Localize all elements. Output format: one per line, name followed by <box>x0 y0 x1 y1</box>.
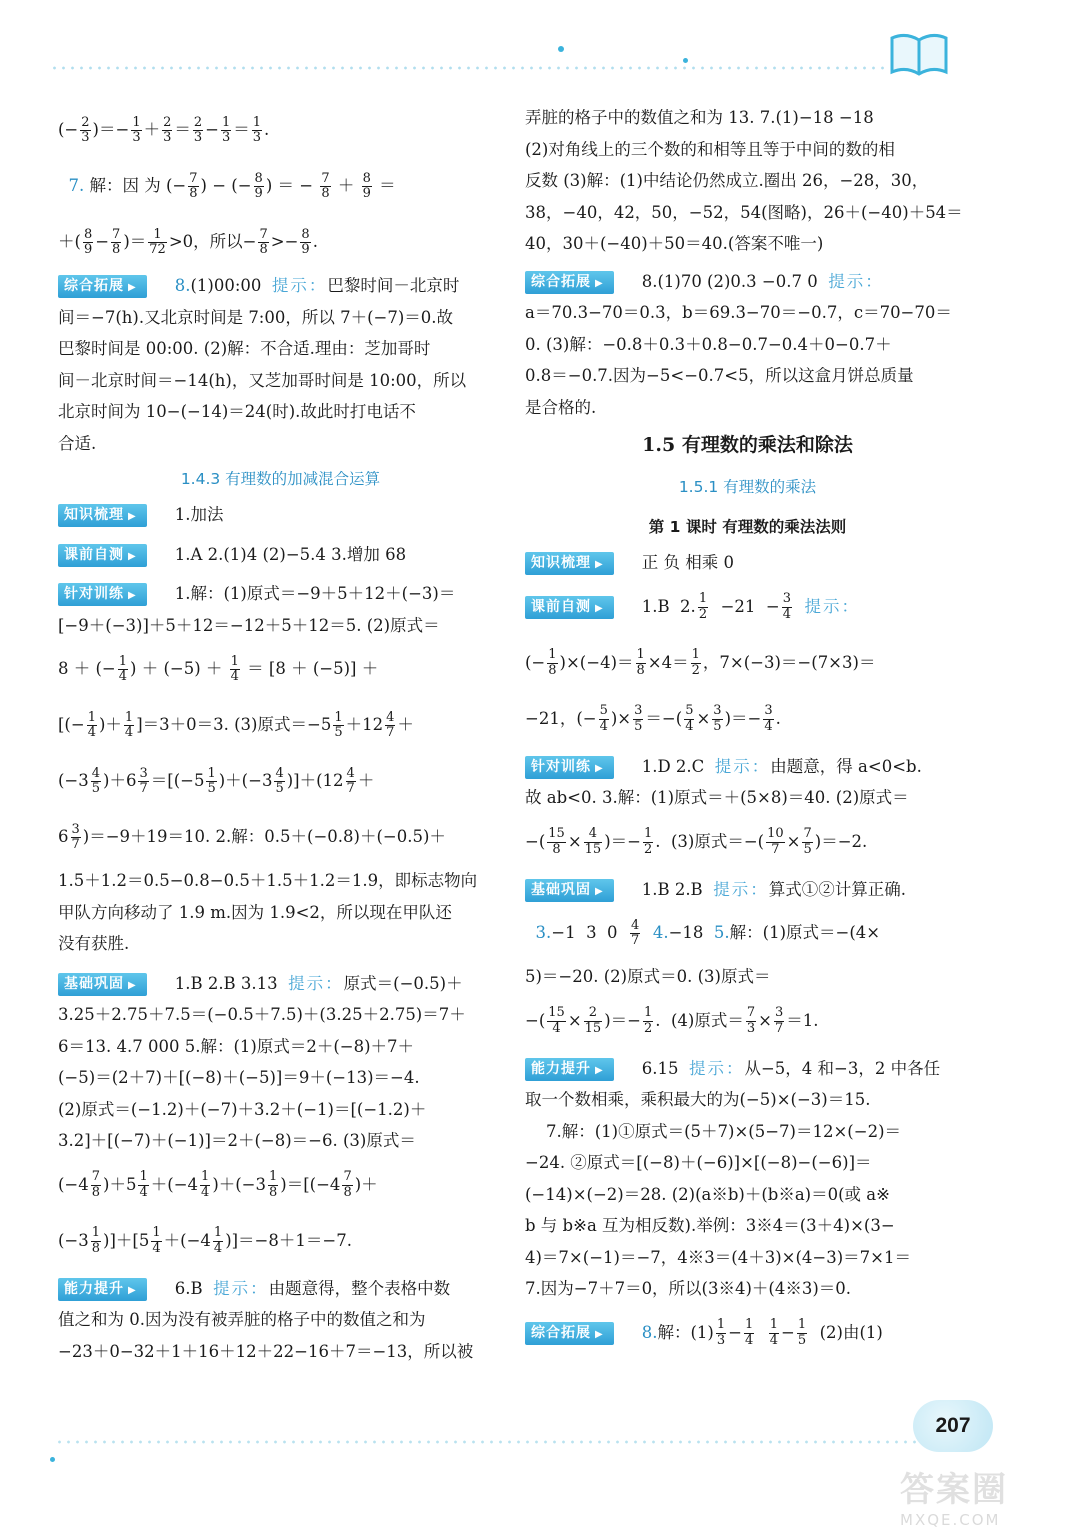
answer-text: 7.解：(1)①原式＝(5＋7)×(5−7)＝12×(−2)＝ <box>545 1121 902 1141</box>
answer-line <box>58 968 503 1000</box>
left-column <box>58 102 503 1367</box>
hint-label: 提示： <box>288 973 344 993</box>
answer-line: −( $\frac{15}{8}$ × $\frac{4}{15}$ )＝− $\frac{1}{2}$ . (3)原式＝−( $\frac{10}{7}$ × $\frac{7}{5}$ )＝−2. <box>525 826 868 857</box>
answer-line <box>525 1116 970 1148</box>
answer-line: 取一个数相乘，乘积最大的为(−5)×(−3)＝15. <box>525 1090 871 1109</box>
answer-line <box>525 1053 970 1085</box>
answer-line: 3.2]＋[(−7)＋(−1)]＝2＋(−8)＝−6. (3)原式＝ <box>58 1131 416 1150</box>
answer-line <box>58 1273 503 1305</box>
right-column <box>525 102 970 1361</box>
section-heading: 1.5.1 有理数的乘法 <box>678 478 817 496</box>
answer-line: 4)＝7×(−1)＝−7，4※3＝(4＋3)×(4−3)＝7×1＝ <box>525 1247 911 1267</box>
hint-label: 提示： <box>828 271 884 291</box>
answer-line: 3.−1 3 0 $\frac{4}{7}$ 4.−18 5.解：(1)原式＝−(4× <box>535 917 881 948</box>
tag-label: 知识梳理 <box>64 507 124 523</box>
section-tag-jc: 基础巩固 ▶ <box>58 973 147 996</box>
answer-line: 故 ab<0. 3.解：(1)原式＝＋(5×8)＝40. (2)原式＝ <box>525 788 909 807</box>
answer-line <box>58 270 503 302</box>
tag-label: 基础巩固 <box>531 881 591 898</box>
answer-line <box>525 874 970 906</box>
answer-line: (− $\frac{1}{8}$ )×(−4)＝ $\frac{1}{8}$ ×4＝ $\frac{1}{2}$ ，7×(−3)＝−(7×3)＝ <box>525 647 876 678</box>
answer-text: 从−5，4 和−3，2 中各任 <box>744 1058 941 1078</box>
section-tag-zd: 针对训练 ▶ <box>525 756 614 779</box>
answer-line: 7.因为−7＋7＝0，所以(3※4)＋(4※3)＝0. <box>525 1279 852 1298</box>
answer-line: 40，30＋(−40)＋50＝40.(答案不唯一) <box>525 234 824 253</box>
answer-line <box>58 499 503 531</box>
answer-text: 由题意得，整个表格中数 <box>268 1278 451 1298</box>
answer-line: 3.25＋2.75＋7.5＝(−0.5＋7.5)＋(3.25＋2.75)＝7＋ <box>58 1005 466 1024</box>
watermark-url: MXQE.COM <box>900 1511 1001 1529</box>
answer-line: −24. ②原式＝[(−8)＋(−6)]×[(−8)−(−6)]＝ <box>525 1153 872 1172</box>
header-dotted-rule <box>50 66 890 70</box>
answer-line: 8 ＋ (− $\frac{1}{4}$ ) ＋ (−5) ＋ $\frac{1}{4}$ ＝ [8 ＋ (−5)] ＋ <box>58 653 379 684</box>
answer-line: 甲队方向移动了 1.9 m.因为 1.9<2，所以现在甲队还 <box>58 902 452 922</box>
watermark-logo: 答案圈 <box>900 1470 1008 1510</box>
answer-line: 综合拓展 ▶ 8.解：(1) $\frac{1}{3}$ − $\frac{1}{4}$ $\frac{1}{4}$ − $\frac{1}{5}$ (2)由(1) <box>525 1305 970 1361</box>
tag-label: 针对训练 <box>64 586 124 602</box>
tag-label: 综合拓展 <box>531 1324 591 1341</box>
answer-text: 1.B 2.B <box>641 879 703 899</box>
answer-line: (−5)＝(2＋7)＋[(−8)＋(−5)]＝9＋(−13)＝−4. <box>58 1068 420 1087</box>
answer-line: −23＋0−32＋1＋16＋12＋22−16＋7＝−13，所以被 <box>58 1341 474 1361</box>
section-tag-kq: 课前自测 ▶ <box>525 596 614 619</box>
tag-label: 课前自测 <box>531 598 591 615</box>
answer-line: (−14)×(−2)＝28. (2)(a※b)＋(b※a)＝0(或 a※ <box>525 1184 890 1204</box>
footer-dot <box>50 1457 55 1462</box>
hint-label: 提示： <box>271 276 328 295</box>
section-tag-zonghe: 综合拓展 ▶ <box>525 271 614 294</box>
answer-line <box>525 547 970 579</box>
answer-text: 1.加法 <box>174 505 224 524</box>
hint-label: 提示： <box>804 596 861 616</box>
section-tag-nl: 能力提升 ▶ <box>58 1278 147 1301</box>
tag-label: 针对训练 <box>531 758 591 775</box>
section-tag-zhishi: 知识梳理 ▶ <box>525 552 614 575</box>
answer-line: 北京时间为 10−(−14)＝24(时).故此时打电话不 <box>58 402 416 421</box>
answer-line: 弄脏的格子中的数值之和为 13. 7.(1)−18 −18 <box>525 108 874 127</box>
answer-line: (− $\frac{2}{3}$ )＝− $\frac{1}{3}$ ＋ $\frac{2}{3}$ ＝ $\frac{2}{3}$ − $\frac{1}{3}$ ＝ $\frac{1}{3}$ . <box>58 114 270 145</box>
answer-line: 巴黎时间是 00:00. (2)解：不合适.理由：芝加哥时 <box>58 339 431 358</box>
answer-line: 5)＝−20. (2)原式＝0. (3)原式＝ <box>525 967 771 986</box>
answer-text: 6.B <box>174 1278 203 1298</box>
question-number: 8. <box>174 276 191 295</box>
answer-line: 0.8＝−0.7.因为−5<−0.7<5，所以这盒月饼总质量 <box>525 366 914 385</box>
section-tag-jc: 基础巩固 ▶ <box>525 879 614 902</box>
section-tag-zhishi: 知识梳理 ▶ <box>58 504 147 527</box>
answer-text: 1.解：(1)原式＝−9＋5＋12＋(−3)＝ <box>174 584 456 603</box>
footer-dotted-rule <box>55 1440 920 1444</box>
hint-label: 提示： <box>688 1058 745 1078</box>
section-tag-nl: 能力提升 ▶ <box>525 1058 614 1081</box>
answer-line: a＝70.3−70＝0.3，b＝69.3−70＝−0.7，c＝70−70＝ <box>525 303 952 322</box>
answer-text: 原式＝(−0.5)＋ <box>343 973 463 993</box>
section-tag-zonghe: 综合拓展 ▶ <box>58 275 147 298</box>
answer-line: 7. 解：因 为 (− $\frac{7}{8}$ ) − (− $\frac{8}{9}$ ) ＝ − $\frac{7}{8}$ ＋ $\frac{8}{9}$ ＝ <box>68 170 396 201</box>
answer-text: 1.A 2.(1)4 (2)−5.4 3.增加 68 <box>174 544 407 564</box>
answer-line: −21，(− $\frac{5}{4}$ )× $\frac{3}{5}$ ＝−( $\frac{5}{4}$ × $\frac{3}{5}$ )＝− $\frac{3}{4}$ . <box>525 703 781 734</box>
answer-text: 正 负 相乘 0 <box>641 553 734 572</box>
answer-line: 反数 (3)解：(1)中结论仍然成立.圈出 26，−28，30， <box>525 171 929 190</box>
chapter-heading: 1.5 有理数的乘法和除法 <box>642 434 853 456</box>
answer-line: (−3 $\frac{4}{5}$ )＋6 $\frac{3}{7}$ ＝[(−5 $\frac{1}{5}$ )＋(−3 $\frac{4}{5}$ )]＋(12 $\frac{4}{7}$ ＋ <box>58 765 375 796</box>
answer-text: 1.D 2.C <box>641 756 705 776</box>
answer-line: [−9＋(−3)]＋5＋12＝−12＋5＋12＝5. (2)原式＝ <box>58 615 440 635</box>
answer-text: 8.(1)70 (2)0.3 −0.7 0 <box>641 271 818 291</box>
tag-label: 课前自测 <box>64 546 124 563</box>
section-tag-zonghe: 综合拓展 ▶ <box>525 1322 614 1345</box>
tag-label: 综合拓展 <box>531 273 591 290</box>
answer-line: 间－北京时间＝−14(h)，又芝加哥时间是 10:00，所以 <box>58 370 467 390</box>
open-book-icon <box>888 28 950 78</box>
answer-line: 1.5＋1.2＝0.5−0.8−0.5＋1.5＋1.2＝1.9，即标志物向 <box>58 871 478 890</box>
tag-label: 综合拓展 <box>64 278 124 294</box>
tag-label: 基础巩固 <box>64 975 124 992</box>
answer-line: 6＝13. 4.7 000 5.解：(1)原式＝2＋(−8)＋7＋ <box>58 1036 415 1056</box>
lesson-heading: 第 1 课时 有理数的乘法法则 <box>648 518 847 536</box>
header-dot <box>558 46 564 52</box>
answer-line: 没有获胜. <box>58 934 130 953</box>
answer-line <box>525 751 970 783</box>
header-dot <box>683 58 688 63</box>
tag-label: 知识梳理 <box>531 555 591 571</box>
answer-line: (2)对角线上的三个数的和相等且等于中间的数的相 <box>525 139 895 159</box>
watermark <box>900 1462 1065 1532</box>
answer-line: 间＝−7(h).又北京时间是 7:00，所以 7＋(−7)＝0.故 <box>58 307 454 327</box>
answer-line: (−4 $\frac{7}{8}$ )＋5 $\frac{1}{4}$ ＋(−4 $\frac{1}{4}$ )＋(−3 $\frac{1}{8}$ )＝[(−4 $\frac{7}{8}$ )＋ <box>58 1169 378 1200</box>
answer-text: (1)00:00 <box>190 276 262 295</box>
section-heading: 1.4.3 有理数的加减混合运算 <box>180 470 381 488</box>
answer-line: 是合格的. <box>525 397 597 417</box>
hint-label: 提示： <box>714 756 771 776</box>
answer-line: 38，−40，42，50，−52，54(图略)，26＋(−40)＋54＝ <box>525 202 963 222</box>
answer-line: (2)原式＝(−1.2)＋(−7)＋3.2＋(−1)＝[(−1.2)＋ <box>58 1099 427 1119</box>
section-tag-zd: 针对训练 ▶ <box>58 583 147 606</box>
answer-line: 0. (3)解：−0.8＋0.3＋0.8−0.7−0.4＋0−0.7＋ <box>525 334 892 354</box>
answer-line: [(− $\frac{1}{4}$ )＋ $\frac{1}{4}$ ]＝3＋0＝3. (3)原式＝−5 $\frac{1}{5}$ ＋12 $\frac{4}{7}$ ＋ <box>58 709 414 740</box>
section-tag-kq: 课前自测 ▶ <box>58 544 147 567</box>
hint-label: 提示： <box>213 1278 269 1298</box>
answer-text: 由题意，得 a<0<b. <box>770 756 922 776</box>
answer-line <box>58 539 503 571</box>
answer-line: 课前自测 ▶ 1.B 2. $\frac{1}{2}$ −21 − $\frac{3}{4}$ 提示： <box>525 579 970 635</box>
answer-line: 值之和为 0.因为没有被弄脏的格子中的数值之和为 <box>58 1310 426 1329</box>
answer-line: ＋( $\frac{8}{9}$ − $\frac{7}{8}$ )＝ $\frac{1}{72}$ >0，所以− $\frac{7}{8}$ >− $\frac{8}{9}$ . <box>58 226 318 257</box>
answer-text: 巴黎时间－北京时 <box>327 276 460 295</box>
hint-label: 提示： <box>713 879 769 899</box>
page-number: 207 <box>913 1400 993 1452</box>
answer-line <box>58 578 503 610</box>
tag-label: 能力提升 <box>64 1280 124 1297</box>
answer-text: 算式①②计算正确. <box>768 879 906 899</box>
answer-line: −( $\frac{15}{4}$ × $\frac{2}{15}$ )＝− $\frac{1}{2}$ . (4)原式＝ $\frac{7}{3}$ × $\frac{3}{7}$ ＝1. <box>525 1005 819 1036</box>
answer-line: 合适. <box>58 433 97 453</box>
answer-line <box>525 266 970 298</box>
answer-line: b 与 b※a 互为相反数).举例：3※4＝(3＋4)×(3− <box>525 1216 895 1235</box>
answer-text: 6.15 <box>641 1058 679 1078</box>
answer-line: (−3 $\frac{1}{8}$ )]＋[5 $\frac{1}{4}$ ＋(−4 $\frac{1}{4}$ )]＝−8＋1＝−7. <box>58 1225 352 1256</box>
answer-text: 1.B 2.B 3.13 <box>174 973 278 993</box>
answer-line: 6 $\frac{3}{7}$ )＝−9＋19＝10. 2.解：0.5＋(−0.8)＋(−0.5)＋ <box>58 821 446 852</box>
tag-label: 能力提升 <box>531 1060 591 1077</box>
